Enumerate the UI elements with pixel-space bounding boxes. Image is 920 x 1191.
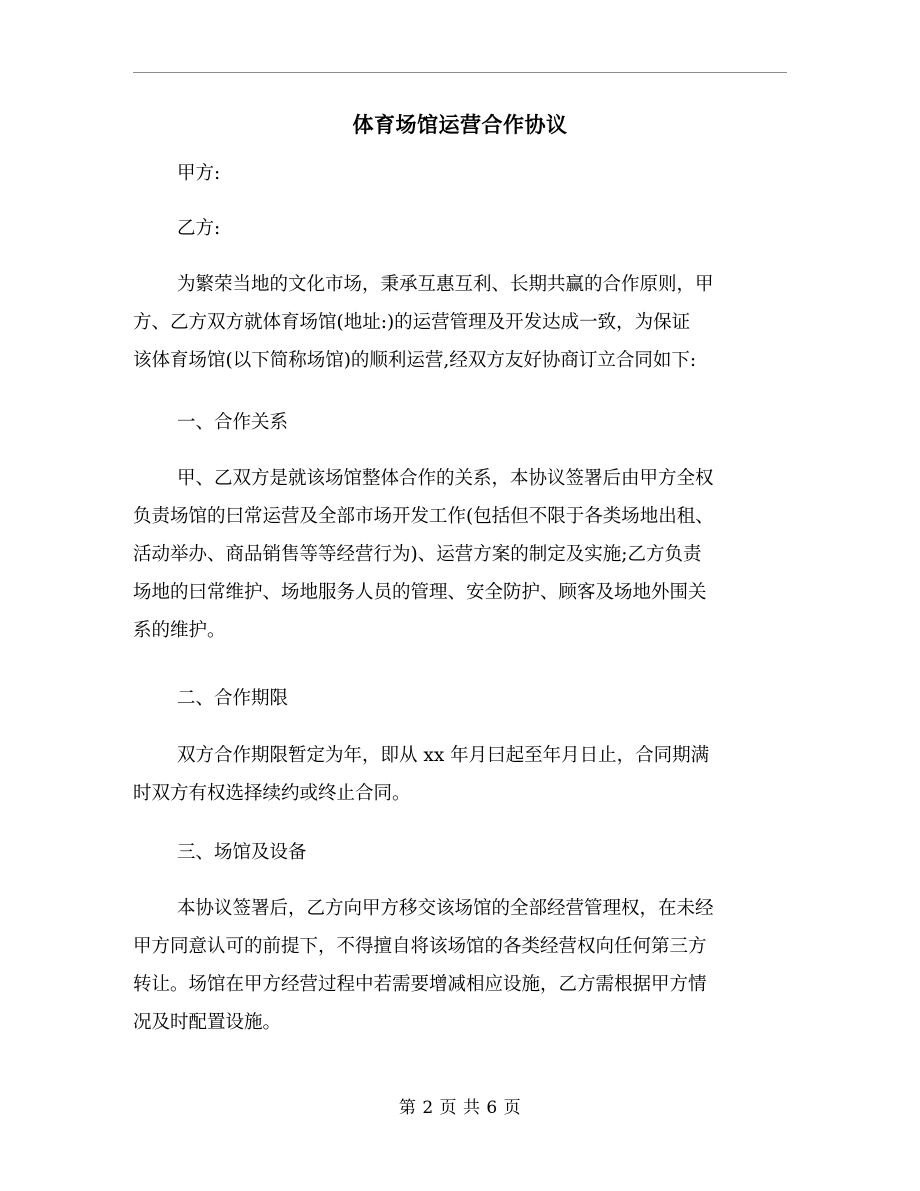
section-paragraph xyxy=(133,890,793,1042)
party-b-text: 乙方: xyxy=(177,218,221,239)
paragraph-line: 活动举办、商品销售等等经营行为)、运营方案的制定及实施;乙方负责 xyxy=(133,544,702,565)
paragraph-line: 该体育场馆(以下简称场馆)的顺利运营,经双方友好协商订立合同如下: xyxy=(133,350,697,371)
page-number: 第 2 页 共 6 页 xyxy=(398,1098,522,1118)
section-heading xyxy=(133,680,793,718)
section-paragraph xyxy=(133,737,793,813)
section-heading xyxy=(133,834,793,872)
paragraph-line: 双方合作期限暂定为年，即从 xx 年月曰起至年月日止，合同期满 xyxy=(177,745,710,766)
paragraph-line: 时双方有权选择续约或终止合同。 xyxy=(133,783,411,804)
paragraph-line: 甲、乙双方是就该场馆整体合作的关系，本协议签署后由甲方全权 xyxy=(177,468,714,489)
paragraph-line: 转让。场馆在甲方经营过程中若需要增减相应设施，乙方需根据甲方情 xyxy=(133,974,707,995)
paragraph-line: 甲方同意认可的前提下，不得擅自将该场馆的各类经营权向任何第三方 xyxy=(133,936,707,957)
document-title: 体育场馆运营合作协议 xyxy=(352,112,568,137)
section-heading-text: 二、合作期限 xyxy=(177,688,289,709)
party-a-text: 甲方: xyxy=(177,163,221,184)
paragraph-line: 本协议签署后，乙方向甲方移交该场馆的全部经营管理权，在未经 xyxy=(177,898,714,919)
intro-paragraph xyxy=(133,266,793,380)
paragraph-line: 况及时配置设施。 xyxy=(133,1012,282,1033)
party-a-label xyxy=(133,155,793,193)
party-b-label xyxy=(133,210,793,248)
paragraph-line: 方、乙方双方就体育场馆(地址:)的运营管理及开发达成一致，为保证 xyxy=(133,312,691,333)
paragraph-line: 场地的曰常维护、场地服务人员的管理、安全防护、顾客及场地外围关 xyxy=(133,582,707,603)
paragraph-line: 系的维护。 xyxy=(133,620,226,641)
section-heading-text: 一、合作关系 xyxy=(177,412,289,433)
paragraph-line: 为繁荣当地的文化市场，秉承互惠互利、长期共赢的合作原则，甲 xyxy=(177,274,714,295)
paragraph-line: 负责场馆的曰常运营及全部市场开发工作(包括但不限于各类场地出租、 xyxy=(133,506,714,527)
header-rule xyxy=(133,72,787,73)
section-heading xyxy=(133,404,793,442)
section-paragraph xyxy=(133,460,793,650)
section-heading-text: 三、场馆及设备 xyxy=(177,842,307,863)
